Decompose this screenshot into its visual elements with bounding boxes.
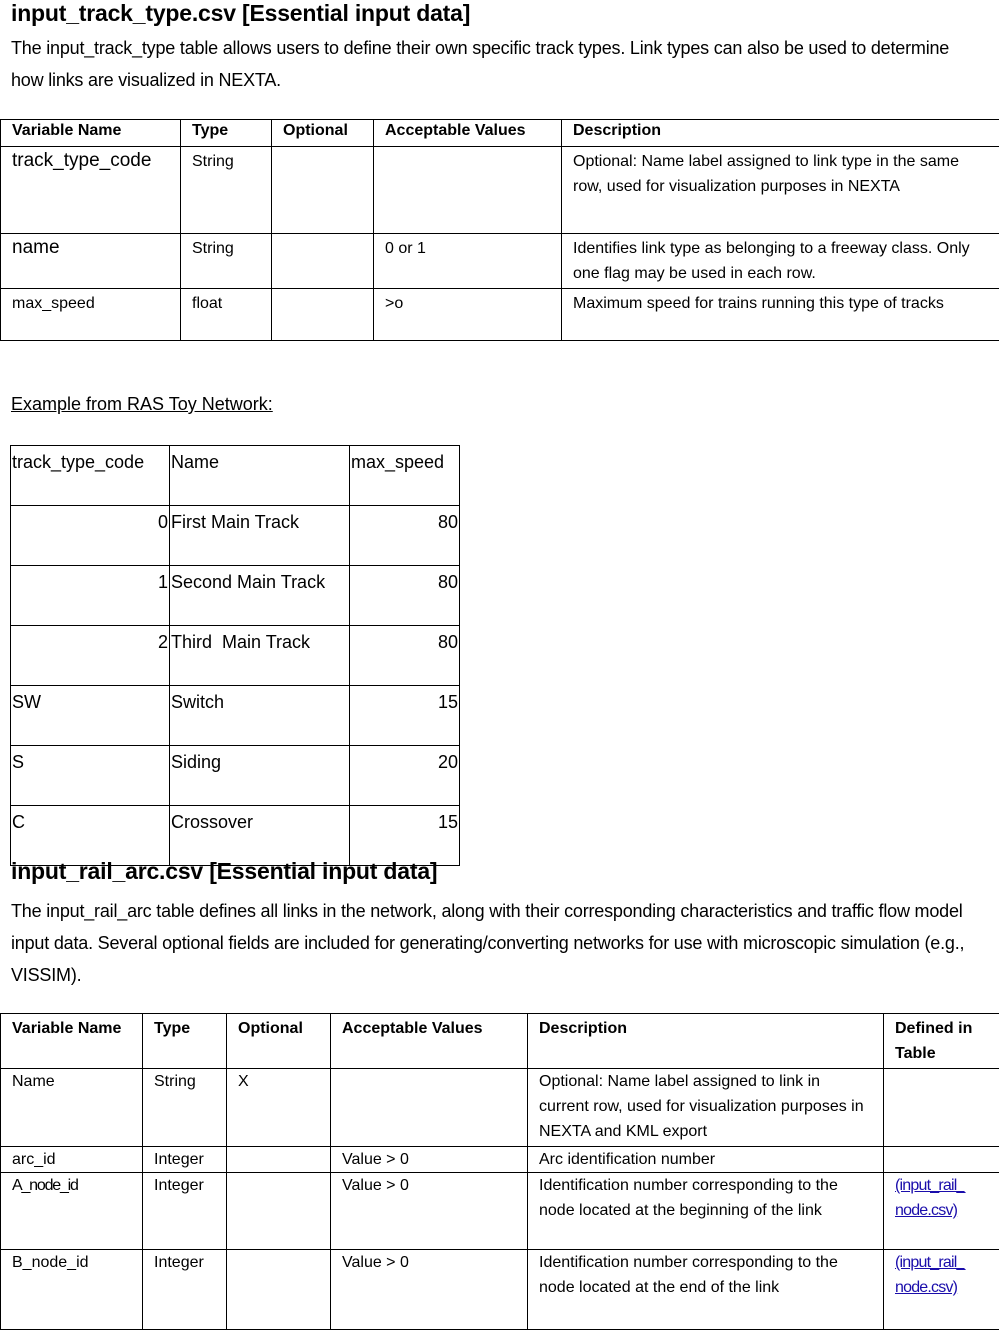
header-cell: Type	[143, 1014, 227, 1069]
cell-name: Third Main Track	[170, 626, 350, 686]
cell-variable-name: arc_id	[1, 1147, 143, 1173]
header-cell: Type	[181, 120, 272, 147]
table-header-row	[1, 1014, 999, 1069]
cell-acceptable: Value > 0	[331, 1173, 528, 1250]
table-row	[1, 1069, 999, 1147]
cell-variable-name: name	[1, 234, 181, 289]
cell-variable-name: B_node_id	[1, 1250, 143, 1330]
cell-speed: 15	[350, 806, 460, 866]
input-rail-node-link[interactable]: (input_rail_ node.csv)	[895, 1254, 965, 1296]
cell-speed: 80	[350, 566, 460, 626]
cell-optional	[227, 1147, 331, 1173]
header-cell: Description	[528, 1014, 884, 1069]
cell-variable-name: track_type_code	[1, 147, 181, 234]
cell-description: Maximum speed for trains running this type of tracks	[562, 289, 999, 341]
table-row	[11, 566, 460, 626]
cell-acceptable: Value > 0	[331, 1147, 528, 1173]
cell-acceptable	[331, 1069, 528, 1147]
cell-name: Siding	[170, 746, 350, 806]
cell-optional	[272, 289, 374, 341]
cell-acceptable: Value > 0	[331, 1250, 528, 1330]
cell-speed: 20	[350, 746, 460, 806]
header-cell: Acceptable Values	[331, 1014, 528, 1069]
section2-heading: input_rail_arc.csv [Essential input data]	[11, 858, 437, 885]
header-cell: Optional	[272, 120, 374, 147]
cell-description: Identification number corresponding to the node located at the end of the link	[528, 1250, 884, 1330]
cell-speed: 80	[350, 626, 460, 686]
cell-code: S	[11, 746, 170, 806]
cell-name: Crossover	[170, 806, 350, 866]
input-rail-node-link[interactable]: (input_rail_ node.csv)	[895, 1177, 965, 1219]
header-cell: Optional	[227, 1014, 331, 1069]
header-cell: Variable Name	[1, 120, 181, 147]
table-row	[1, 1250, 999, 1330]
table-row	[1, 1147, 999, 1173]
cell-code: 2	[11, 626, 170, 686]
section1-heading: input_track_type.csv [Essential input data]	[11, 0, 470, 27]
table-header-row	[1, 120, 999, 147]
cell-code: 1	[11, 566, 170, 626]
cell-defined-in	[884, 1173, 999, 1250]
cell-code: SW	[11, 686, 170, 746]
cell-name: First Main Track	[170, 506, 350, 566]
header-cell: Variable Name	[1, 1014, 143, 1069]
cell-type: Integer	[143, 1250, 227, 1330]
table-header-row	[11, 446, 460, 506]
cell-variable-name: A_node_id	[1, 1173, 143, 1250]
header-cell: Defined in Table	[884, 1014, 999, 1069]
cell-description: Optional: Name label assigned to link in current row, used for visualization purposes in NEXTA and KML export	[528, 1069, 884, 1147]
cell-optional	[272, 234, 374, 289]
cell-type: String	[181, 147, 272, 234]
section1-paragraph: The input_track_type table allows users to define their own specific track types. Link types can also be used to determine how links are visualized in NEXTA.	[11, 32, 986, 96]
table-row	[11, 746, 460, 806]
cell-optional: X	[227, 1069, 331, 1147]
cell-type: Integer	[143, 1147, 227, 1173]
header-cell: Acceptable Values	[374, 120, 562, 147]
table-row	[11, 686, 460, 746]
cell-name: Second Main Track	[170, 566, 350, 626]
table-row	[11, 806, 460, 866]
section2-paragraph: The input_rail_arc table defines all links in the network, along with their corresponding characteristics and traffic flow model input data. Several optional fields are included for generating/converting networks for use with microscopic simulation (e.g., VISSIM).	[11, 895, 986, 991]
cell-acceptable: >o	[374, 289, 562, 341]
cell-optional	[227, 1250, 331, 1330]
table-row	[1, 289, 999, 341]
table-row	[1, 1173, 999, 1250]
table-row	[1, 147, 999, 234]
cell-acceptable: 0 or 1	[374, 234, 562, 289]
cell-type: Integer	[143, 1173, 227, 1250]
cell-defined-in	[884, 1250, 999, 1330]
cell-optional	[227, 1173, 331, 1250]
cell-defined-in	[884, 1069, 999, 1147]
cell-name: Switch	[170, 686, 350, 746]
cell-type: float	[181, 289, 272, 341]
cell-defined-in	[884, 1147, 999, 1173]
example-label: Example from RAS Toy Network:	[11, 394, 273, 415]
cell-optional	[272, 147, 374, 234]
table-row	[1, 234, 999, 289]
cell-type: String	[181, 234, 272, 289]
cell-variable-name: Name	[1, 1069, 143, 1147]
table-row	[11, 506, 460, 566]
rail-arc-variable-table	[0, 1013, 999, 1330]
header-cell: Description	[562, 120, 999, 147]
track-type-variable-table	[0, 119, 999, 341]
cell-acceptable	[374, 147, 562, 234]
cell-description: Optional: Name label assigned to link type in the same row, used for visualization purposes in NEXTA	[562, 147, 999, 234]
cell-speed: 15	[350, 686, 460, 746]
cell-variable-name: max_speed	[1, 289, 181, 341]
cell-description: Identifies link type as belonging to a freeway class. Only one flag may be used in each row.	[562, 234, 999, 289]
cell-description: Arc identification number	[528, 1147, 884, 1173]
example-track-type-table	[10, 445, 460, 866]
header-cell: max_speed	[350, 446, 460, 506]
header-cell: track_type_code	[11, 446, 170, 506]
header-cell: Name	[170, 446, 350, 506]
cell-code: C	[11, 806, 170, 866]
table-row	[11, 626, 460, 686]
cell-type: String	[143, 1069, 227, 1147]
cell-description: Identification number corresponding to the node located at the beginning of the link	[528, 1173, 884, 1250]
cell-code: 0	[11, 506, 170, 566]
cell-speed: 80	[350, 506, 460, 566]
